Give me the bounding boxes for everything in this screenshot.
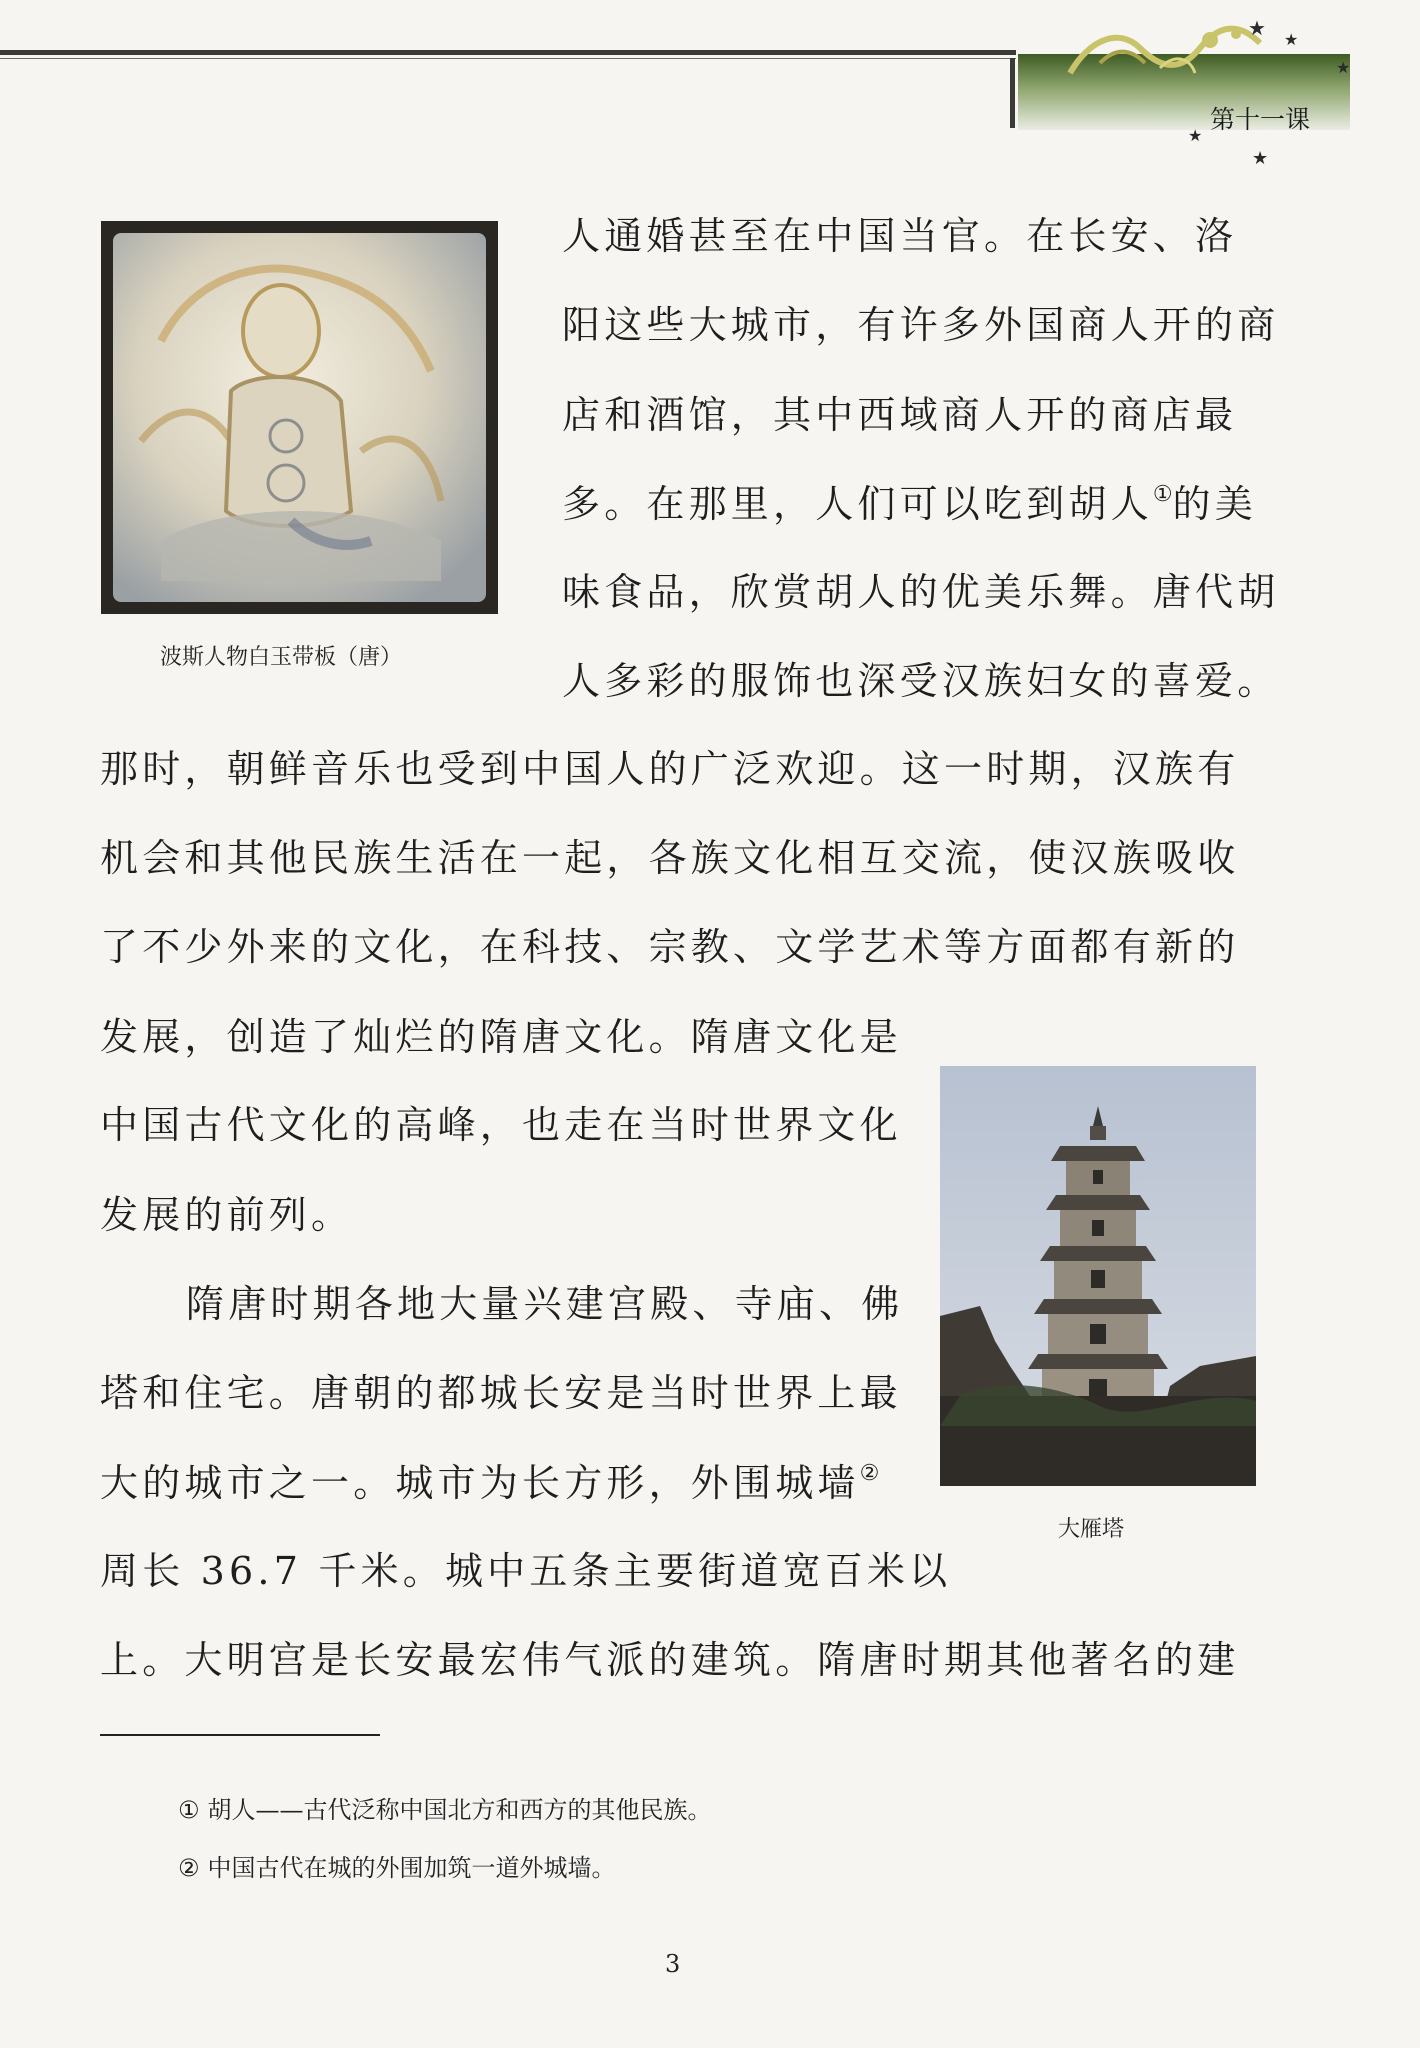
footnote-mark: ① — [178, 1796, 200, 1824]
body-line: 发展的前列。 — [100, 1193, 354, 1237]
jade-plaque-photo — [101, 221, 498, 614]
footnote-text: 中国古代在城的外围加筑一道外城墙。 — [207, 1854, 616, 1882]
star-icon: ★ — [1248, 16, 1266, 40]
footnote-mark: ② — [178, 1854, 200, 1882]
body-line: 阳这些大城市，有许多外国商人开的商 — [562, 303, 1280, 347]
footnote-rule — [100, 1734, 380, 1736]
body-line: 隋唐时期各地大量兴建宫殿、寺庙、佛 — [186, 1282, 904, 1326]
lesson-label: 第十一课 — [1210, 105, 1311, 134]
footnote-text: 胡人——古代泛称中国北方和西方的其他民族。 — [207, 1796, 712, 1824]
footnote-ref-1: ① — [1152, 482, 1173, 507]
body-line: 那时，朝鲜音乐也受到中国人的广泛欢迎。这一时期，汉族有 — [100, 747, 1240, 791]
star-icon: ★ — [1284, 30, 1299, 49]
body-line-part: 的美 — [1172, 482, 1257, 526]
star-icon: ★ — [1188, 126, 1203, 145]
body-line-part: 多。在那里，人们可以吃到胡人 — [562, 482, 1153, 526]
header-divider — [1010, 58, 1015, 128]
pagoda-caption: 大雁塔 — [1058, 1517, 1125, 1542]
body-line: 人通婚甚至在中国当官。在长安、洛 — [562, 214, 1238, 258]
body-line: 店和酒馆，其中西域商人开的商店最 — [562, 393, 1238, 437]
body-line: 味食品，欣赏胡人的优美乐舞。唐代胡 — [562, 570, 1280, 614]
body-line: 发展，创造了灿烂的隋唐文化。隋唐文化是 — [100, 1015, 902, 1059]
body-line-part: 大的城市之一。城市为长方形，外围城墙 — [100, 1461, 860, 1505]
star-icon: ★ — [1336, 58, 1351, 77]
page-number: 3 — [665, 1950, 681, 1978]
star-icon: ★ — [1252, 148, 1269, 169]
dragon-ornament-icon — [1060, 18, 1270, 88]
body-line — [100, 1461, 880, 1505]
jade-plaque-caption: 波斯人物白玉带板（唐） — [160, 645, 403, 670]
footnote-2 — [178, 1848, 616, 1883]
pagoda-photo — [940, 1066, 1256, 1486]
body-line: 了不少外来的文化，在科技、宗教、文学艺术等方面都有新的 — [100, 925, 1240, 969]
body-line: 塔和住宅。唐朝的都城长安是当时世界上最 — [100, 1371, 902, 1415]
body-line — [562, 482, 1257, 526]
body-line: 中国古代文化的高峰，也走在当时世界文化 — [100, 1103, 902, 1147]
body-line: 上。大明宫是长安最宏伟气派的建筑。隋唐时期其他著名的建 — [100, 1638, 1240, 1682]
header-rule — [0, 50, 1016, 55]
header-rule-thin — [0, 58, 1016, 59]
body-line: 人多彩的服饰也深受汉族妇女的喜爱。 — [562, 659, 1280, 703]
body-line: 机会和其他民族生活在一起，各族文化相互交流，使汉族吸收 — [100, 836, 1240, 880]
body-line: 周长 36.7 千米。城中五条主要街道宽百米以 — [100, 1549, 952, 1593]
footnote-ref-2: ② — [859, 1461, 880, 1486]
footnote-1 — [178, 1790, 712, 1825]
